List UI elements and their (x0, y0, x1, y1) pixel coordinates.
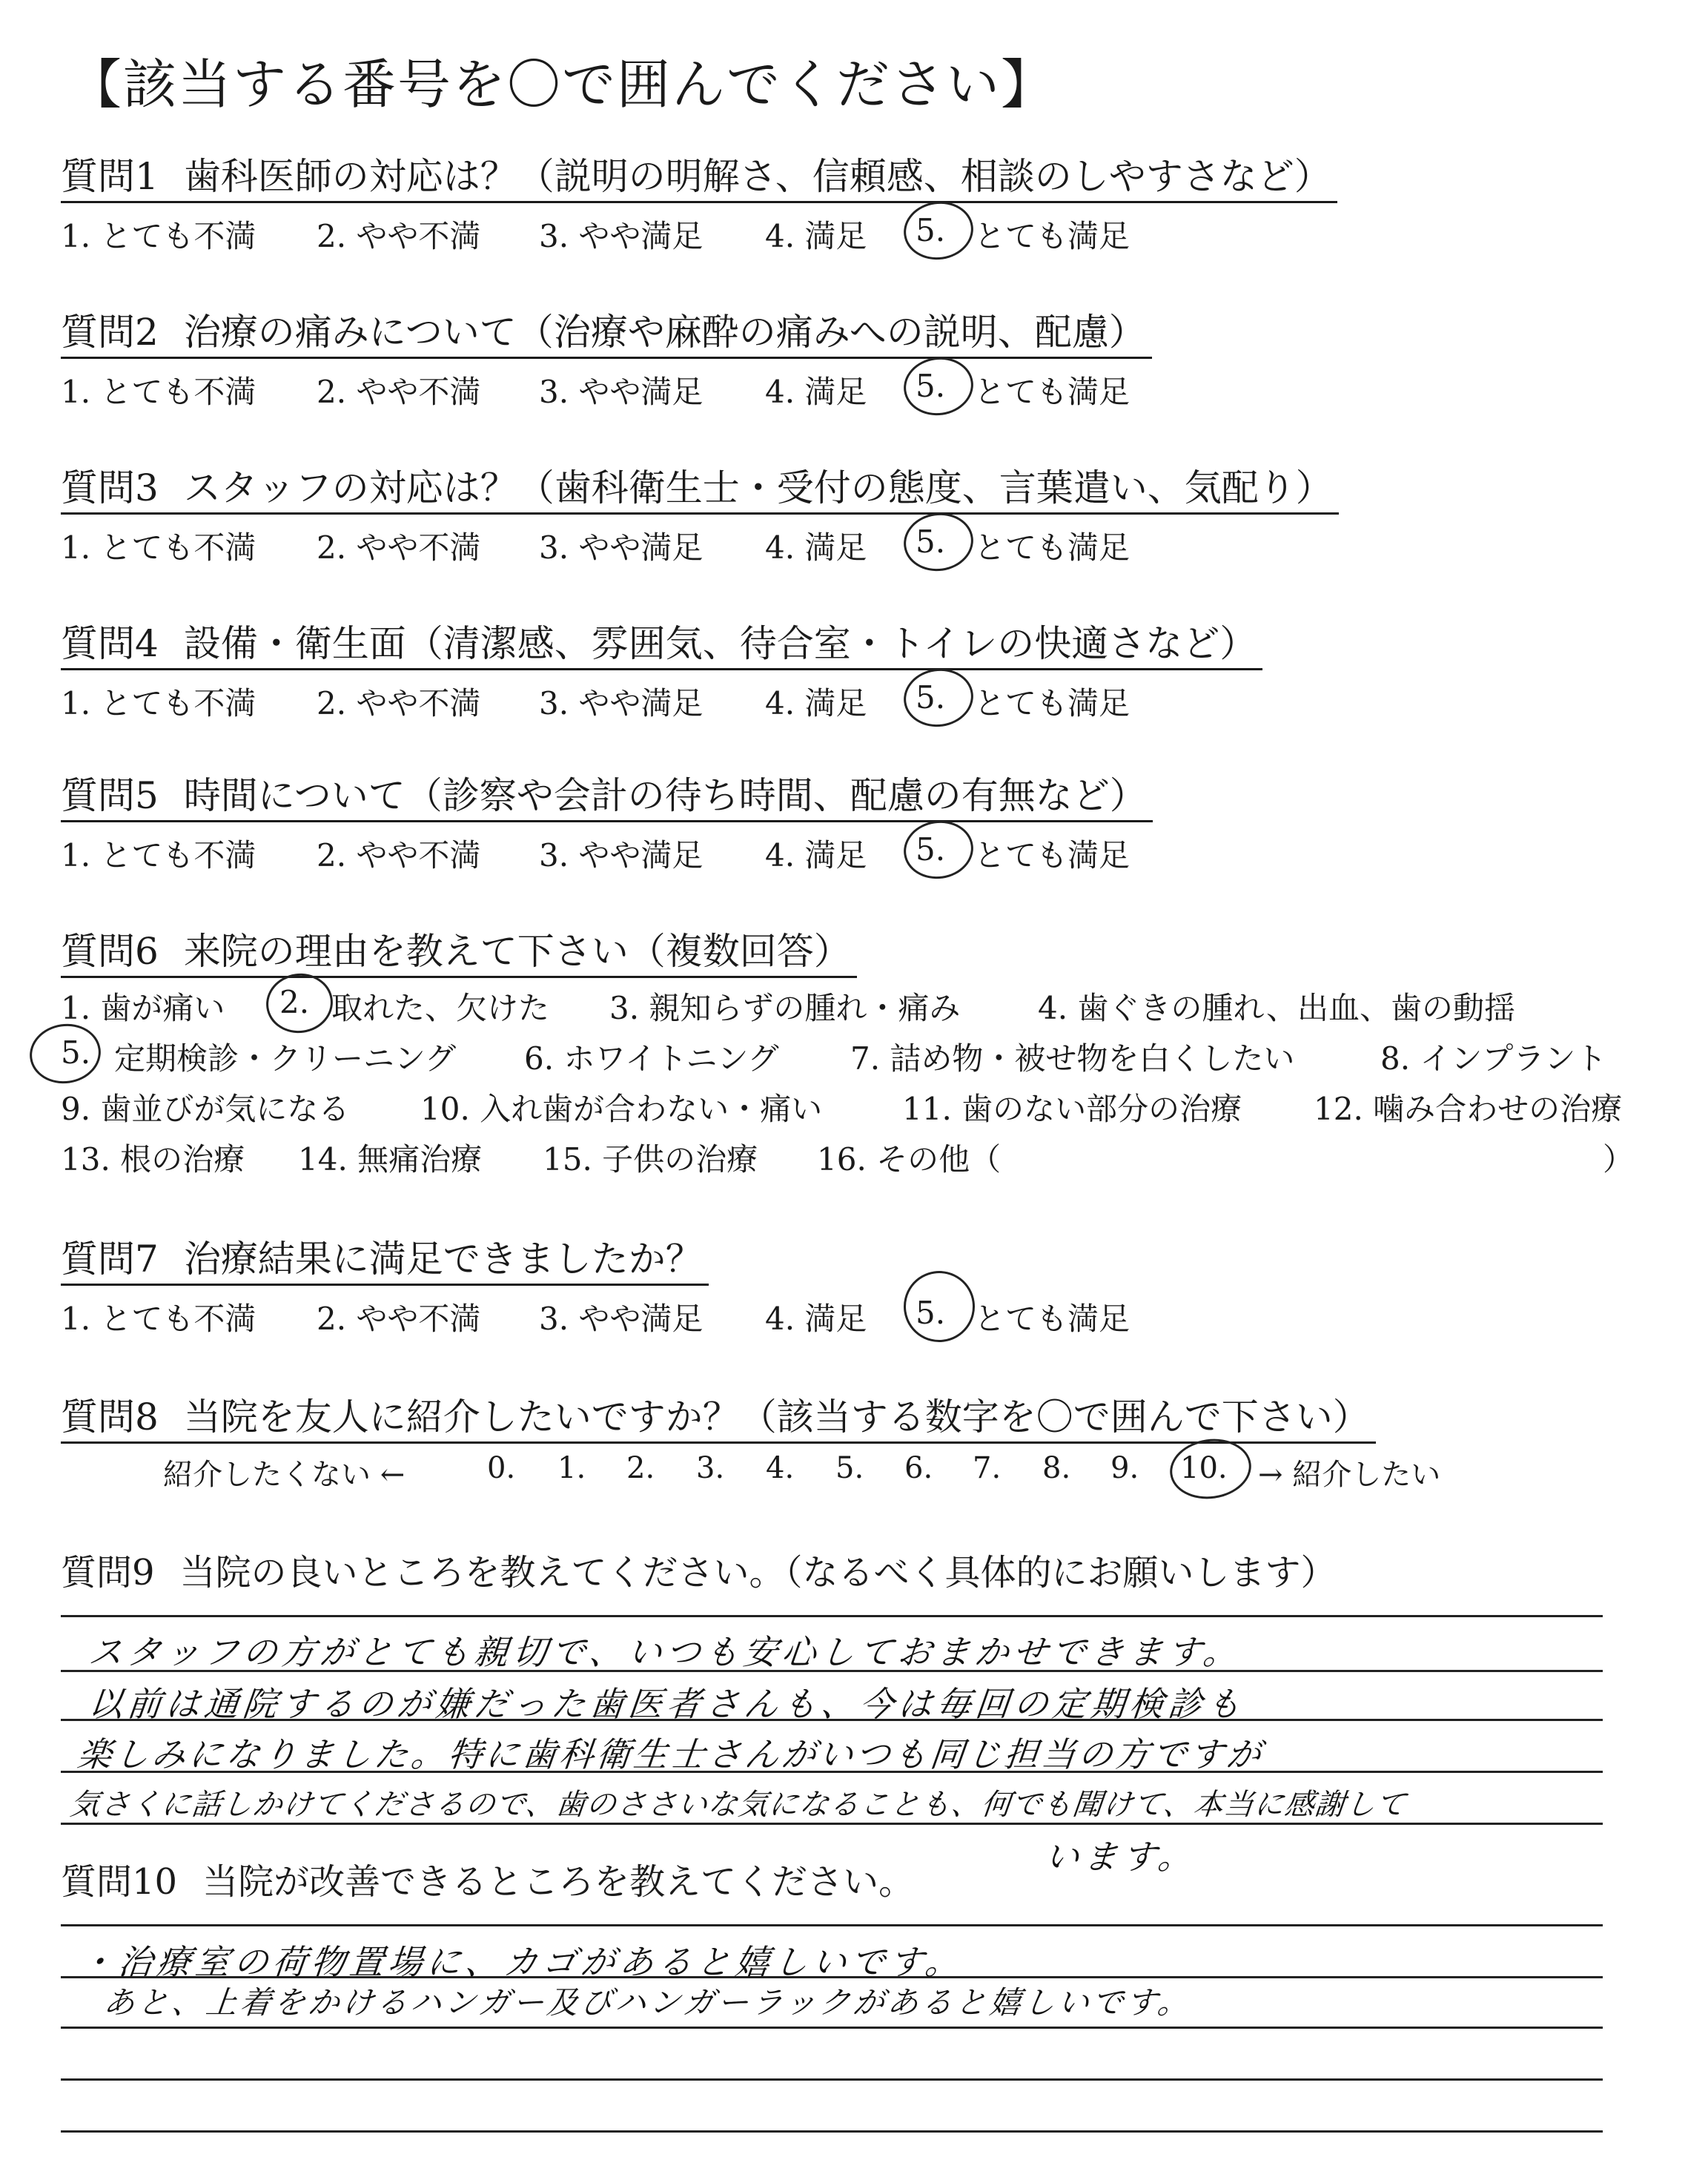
reason-13[interactable]: 13. 根の治療 (61, 1141, 245, 1178)
q9-handwritten-line-3: 楽しみになりました。特に歯科衛生士さんがいつも同じ担当の方ですが (75, 1734, 1266, 1774)
rating-options (61, 1289, 1662, 1342)
question-title (61, 1235, 709, 1286)
reason-7[interactable]: 7. 詰め物・被せ物を白くしたい (850, 1040, 1295, 1077)
reason-10[interactable]: 10. 入れ歯が合わない・痛い (420, 1091, 823, 1127)
scale-1[interactable]: 1. (557, 1451, 586, 1485)
question-1 (61, 152, 1662, 260)
option-5-number: 5. (916, 679, 946, 716)
option-4[interactable]: 4. 満足 (765, 374, 867, 410)
option-1[interactable]: 1. とても不満 (61, 837, 256, 873)
question-9 (61, 1548, 1662, 1597)
question-number: 質問1 (61, 155, 159, 198)
question-3 (61, 463, 1662, 571)
rating-options (61, 206, 1662, 260)
question-text: 当院が改善できるところを教えてください。 (202, 1861, 915, 1903)
question-2 (61, 308, 1662, 415)
option-3[interactable]: 3. やや満足 (539, 374, 704, 410)
form-header: 【該当する番号を〇で囲んでください】 (68, 53, 1056, 116)
question-text: 当院を友人に紹介したいですか？（該当する数字を〇で囲んで下さい） (183, 1396, 1370, 1439)
reason-9[interactable]: 9. 歯並びが気になる (61, 1091, 350, 1127)
option-5-number: 5. (916, 212, 946, 248)
q9-handwritten-line-1: スタッフの方がとても親切で、いつも安心しておまかせできます。 (86, 1632, 1244, 1672)
option-3[interactable]: 3. やや満足 (539, 1301, 704, 1337)
option-4[interactable]: 4. 満足 (765, 685, 867, 721)
answer-line (61, 2130, 1603, 2133)
question-title (61, 152, 1337, 203)
option-2[interactable]: 2. やや不満 (317, 837, 481, 873)
reason-14[interactable]: 14. 無痛治療 (298, 1141, 483, 1178)
question-text: 時間について（診察や会計の待ち時間、配慮の有無など） (183, 774, 1147, 817)
reason-4[interactable]: 4. 歯ぐきの腫れ、出血、歯の動揺 (1038, 990, 1515, 1026)
question-text: 治療の痛みについて（治療や麻酔の痛みへの説明、配慮） (183, 311, 1146, 354)
reason-5-number: 5. (61, 1034, 91, 1071)
rating-options (61, 362, 1662, 415)
rating-options (61, 518, 1662, 571)
question-number: 質問2 (61, 311, 159, 354)
option-2[interactable]: 2. やや不満 (317, 218, 481, 254)
option-1[interactable]: 1. とても不満 (61, 1301, 256, 1337)
reason-5-label: 定期検診・クリーニング (114, 1040, 457, 1077)
option-3[interactable]: 3. やや満足 (539, 837, 704, 873)
option-5-label: とても満足 (974, 218, 1131, 254)
question-text: 当院の良いところを教えてください。（なるべく具体的にお願いします） (179, 1552, 1337, 1593)
question-text: 歯科医師の対応は？（説明の明解さ、信頼感、相談のしやすさなど） (183, 155, 1331, 198)
question-title (61, 1857, 1662, 1906)
reason-15[interactable]: 15. 子供の治療 (543, 1141, 758, 1178)
scale-7[interactable]: 7. (973, 1451, 1002, 1485)
recommend-scale (61, 1444, 1662, 1496)
reason-2[interactable] (279, 984, 309, 1020)
rating-options (61, 673, 1662, 727)
option-5-number: 5. (916, 524, 946, 560)
option-5-label: とても満足 (974, 374, 1131, 410)
answer-line (61, 1924, 1603, 1926)
reason-6[interactable]: 6. ホワイトニング (524, 1040, 779, 1077)
question-7 (61, 1235, 1662, 1342)
option-5[interactable] (916, 1295, 945, 1331)
option-5-number: 5. (916, 368, 946, 404)
question-number: 質問8 (61, 1396, 159, 1439)
option-3[interactable]: 3. やや満足 (539, 529, 704, 566)
option-4[interactable]: 4. 満足 (765, 218, 867, 254)
option-1[interactable]: 1. とても不満 (61, 374, 256, 410)
rating-options (61, 825, 1662, 879)
option-5[interactable] (916, 679, 945, 716)
reason-11[interactable]: 11. 歯のない部分の治療 (902, 1091, 1242, 1127)
option-5[interactable] (916, 368, 945, 404)
option-5-label: とても満足 (974, 685, 1131, 721)
scale-8[interactable]: 8. (1042, 1451, 1071, 1485)
option-5-label: とても満足 (974, 1301, 1131, 1337)
answer-line (61, 2027, 1603, 2029)
option-4[interactable]: 4. 満足 (765, 529, 867, 566)
q9-handwritten-line-2: 以前は通院するのが嫌だった歯医者さんも、今は毎回の定期検診も (86, 1684, 1248, 1724)
question-number: 質問3 (61, 466, 159, 509)
option-3[interactable]: 3. やや満足 (539, 218, 704, 254)
question-number: 質問6 (61, 930, 159, 973)
question-title (61, 308, 1152, 359)
option-5-number: 5. (916, 831, 946, 868)
q10-handwritten-line-2: あと、上着をかけるハンガー及びハンガーラックがあると嬉しいです。 (102, 1984, 1194, 2021)
option-4[interactable]: 4. 満足 (765, 1301, 867, 1337)
q9-handwritten-line-5: います。 (1042, 1837, 1199, 1877)
answer-line (61, 2078, 1603, 2081)
option-4[interactable]: 4. 満足 (765, 837, 867, 873)
question-8 (61, 1393, 1662, 1496)
scale-3[interactable]: 3. (696, 1451, 725, 1485)
question-4 (61, 619, 1662, 727)
option-5[interactable] (916, 831, 945, 868)
option-5-label: とても満足 (974, 837, 1131, 873)
reason-1[interactable]: 1. 歯が痛い (61, 990, 225, 1026)
option-1[interactable]: 1. とても不満 (61, 529, 256, 566)
question-number: 質問7 (61, 1238, 159, 1281)
question-text: スタッフの対応は？（歯科衛生士・受付の態度、言葉遣い、気配り） (183, 466, 1333, 509)
question-6 (61, 927, 1662, 1193)
scale-10[interactable] (1180, 1451, 1228, 1485)
question-10 (61, 1857, 1662, 1906)
scale-9[interactable]: 9. (1110, 1451, 1139, 1485)
question-5 (61, 771, 1662, 879)
question-text: 治療結果に満足できましたか？ (183, 1238, 703, 1281)
scale-2[interactable]: 2. (626, 1451, 655, 1485)
question-title (61, 1393, 1376, 1444)
option-5[interactable] (916, 212, 945, 248)
reason-2-label: 取れた、欠けた (331, 990, 550, 1026)
question-title (61, 927, 857, 978)
question-title (61, 771, 1153, 822)
scale-6[interactable]: 6. (904, 1451, 933, 1485)
option-2[interactable]: 2. やや不満 (317, 529, 481, 566)
question-number: 質問10 (61, 1861, 178, 1903)
reason-options (61, 978, 1662, 1193)
option-2[interactable]: 2. やや不満 (317, 1301, 481, 1337)
reason-3[interactable]: 3. 親知らずの腫れ・痛み (609, 990, 961, 1026)
question-title (61, 463, 1339, 515)
q9-handwritten-line-4: 気さくに話しかけてくださるので、歯のささいな気になることも、何でも聞けて、本当に感謝して (68, 1788, 1409, 1822)
scale-left-label: 紹介したくない ← (163, 1458, 406, 1492)
reason-12[interactable]: 12. 噛み合わせの治療 (1314, 1091, 1623, 1127)
option-3[interactable]: 3. やや満足 (539, 685, 704, 721)
option-5-number: 5. (916, 1295, 946, 1331)
scale-10-number: 10. (1180, 1451, 1228, 1485)
scale-4[interactable]: 4. (766, 1451, 795, 1485)
answer-line (61, 1615, 1603, 1617)
option-2[interactable]: 2. やや不満 (317, 685, 481, 721)
option-1[interactable]: 1. とても不満 (61, 685, 256, 721)
reason-2-number: 2. (279, 984, 310, 1020)
question-text: 設備・衛生面（清潔感、雰囲気、待合室・トイレの快適さなど） (183, 622, 1257, 665)
q10-handwritten-line-1: ・治療室の荷物置場に、カゴがあると嬉しいです。 (77, 1942, 966, 1982)
question-number: 質問9 (61, 1552, 155, 1593)
reason-16[interactable]: 16. その他（ (817, 1141, 1002, 1178)
scale-0[interactable]: 0. (487, 1451, 516, 1485)
question-text: 来院の理由を教えて下さい（複数回答） (183, 930, 851, 973)
question-title (61, 1548, 1662, 1597)
question-title (61, 619, 1262, 670)
question-number: 質問4 (61, 622, 159, 665)
reason-16-close-paren: ） (1603, 1141, 1635, 1178)
option-1[interactable]: 1. とても不満 (61, 218, 256, 254)
scale-5[interactable]: 5. (835, 1451, 864, 1485)
question-number: 質問5 (61, 774, 159, 817)
option-2[interactable]: 2. やや不満 (317, 374, 481, 410)
option-5[interactable] (916, 524, 945, 560)
scale-right-label: → 紹介したい (1258, 1458, 1441, 1492)
reason-8[interactable]: 8. インプラント (1380, 1040, 1607, 1077)
reason-5[interactable] (61, 1034, 90, 1071)
option-5-label: とても満足 (974, 529, 1131, 566)
